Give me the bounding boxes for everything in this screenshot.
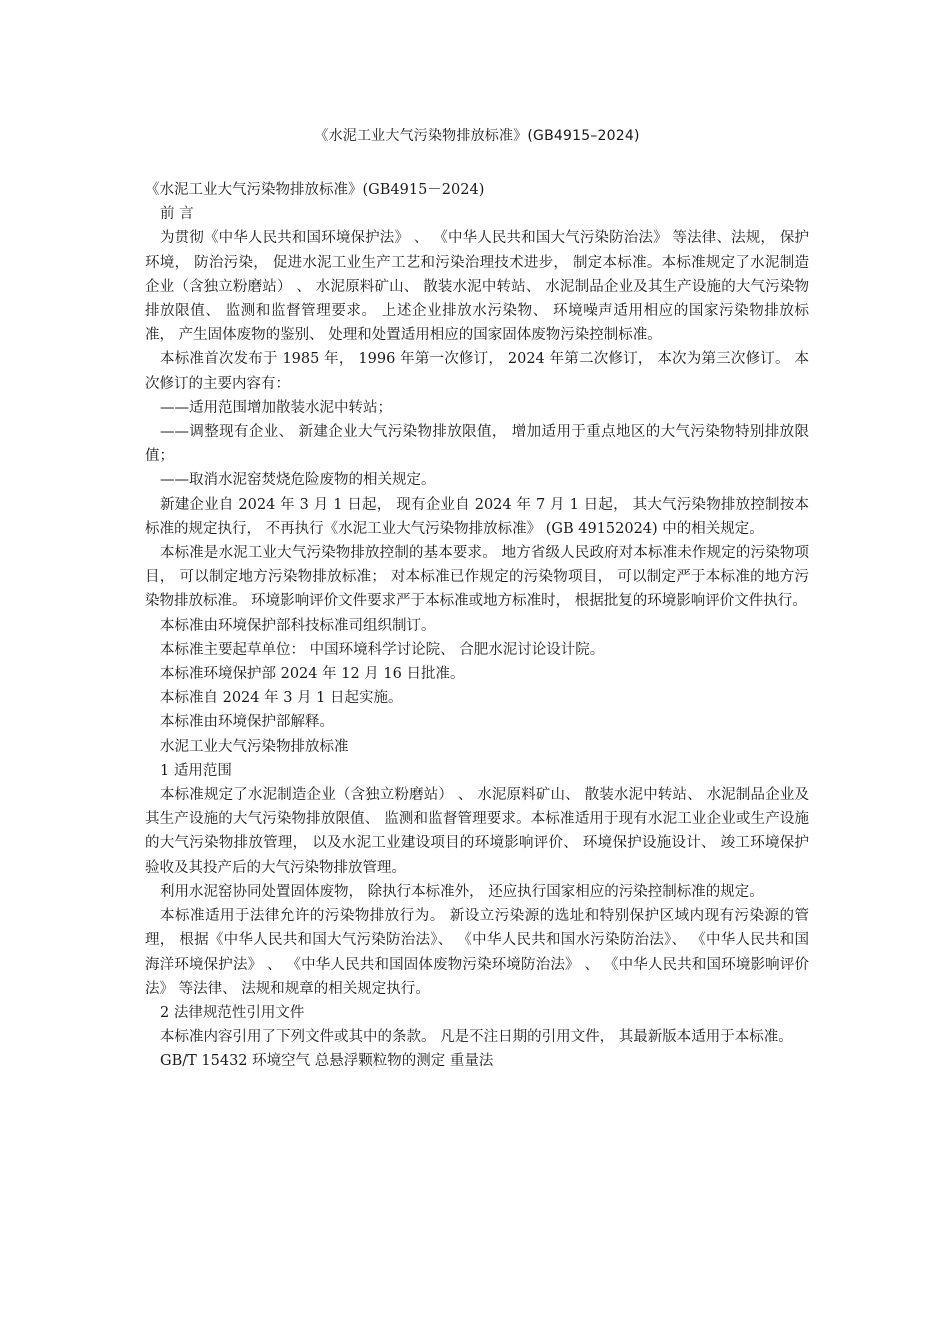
paragraph: 本标准主要起草单位： 中国环境科学讨论院、 合肥水泥讨论设计院。 xyxy=(160,641,605,658)
section-heading: 1 适用范围 xyxy=(160,762,232,779)
paragraph: 本标准环境保护部 2024 年 12 月 16 日批准。 xyxy=(160,666,465,683)
preface-heading: 前 言 xyxy=(160,206,194,223)
paragraph: 本标准自 2024 年 3 月 1 日起实施。 xyxy=(160,690,403,707)
reference-item: GB/T 15432 环境空气 总悬浮颗粒物的测定 重量法 xyxy=(160,1053,494,1070)
paragraph: 新建企业自 2024 年 3 月 1 日起， 现有企业自 2024 年 7 月 1 日起， 其大气污染物排放控制按本标准的规定执行， 不再执行《水泥工业大气污染物排放标准》 (GB 49152024) 中的相关规定。 xyxy=(145,496,809,537)
paragraph: 本标准内容引用了下列文件或其中的条款。 凡是不注日期的引用文件， 其最新版本适用于本标准。 xyxy=(160,1029,793,1046)
document-title: 《水泥工业大气污染物排放标准》(GB4915–2024) xyxy=(314,128,640,144)
paragraph: 本标准适用于法律允许的污染物排放行为。 新设立污染源的选址和特别保护区域内现有污染源的管理， 根据《中华人民共和国大气污染防治法》、 《中华人民共和国水污染防治法》、 《中华人民共和国海洋环境保护法》 、 《中华人民共和国固体废物污染环境防治法》 、 《中华人民共和国环境影响评价法》 等法律、 法规和规章的相关规定执行。 xyxy=(145,908,809,997)
list-item: ——适用范围增加散装水泥中转站； xyxy=(160,399,392,416)
list-item: ——取消水泥窑焚烧危险废物的相关规定。 xyxy=(160,472,436,489)
paragraph: 本标准规定了水泥制造企业（含独立粉磨站） 、 水泥原料矿山、 散装水泥中转站、 水泥制品企业及其生产设施的大气污染物排放限值、 监测和监督管理要求。本标准适用于现有水泥工业企业或生产设施的大气污染物排放管理， 以及水泥工业建设项目的环境影响评价、 环境保护设施设计、 竣工环境保护验收及其投产后的大气污染物排放管理。 xyxy=(145,787,809,876)
document-heading-line: 《水泥工业大气污染物排放标准》(GB4915－2024) xyxy=(145,182,485,198)
section-heading: 2 法律规范性引用文件 xyxy=(160,1004,305,1021)
document-body xyxy=(145,178,809,1074)
standard-title: 水泥工业大气污染物排放标准 xyxy=(160,738,349,755)
paragraph: 本标准由环境保护部解释。 xyxy=(160,714,334,731)
paragraph: 本标准是水泥工业大气污染物排放控制的基本要求。 地方省级人民政府对本标准未作规定的污染物项目， 可以制定地方污染物排放标准； 对本标准已作规定的污染物项目， 可以制定严于本标准的地方污染物排放标准。 环境影响评价文件要求严于本标准或地方标准时， 根据批复的环境影响评价文件执行。 xyxy=(145,545,809,610)
paragraph: 本标准由环境保护部科技标准司组织制订。 xyxy=(160,617,436,634)
paragraph: 本标准首次发布于 1985 年， 1996 年第一次修订， 2024 年第二次修订， 本次为第三次修订。 本次修订的主要内容有： xyxy=(145,351,809,392)
paragraph: 为贯彻《中华人民共和国环境保护法》 、 《中华人民共和国大气污染防治法》 等法律、法规， 保护环境， 防治污染， 促进水泥工业生产工艺和污染治理技术进步， 制定本标准。本标准规定了水泥制造企业（含独立粉磨站） 、 水泥原料矿山、 散装水泥中转站、 水泥制品企业及其生产设施的大气污染物排放限值、 监测和监督管理要求。 上述企业排放水污染物、 环境噪声适用相应的国家污染物排放标准， 产生固体废物的鉴别、 处理和处置适用相应的国家固体废物污染控制标准。 xyxy=(145,230,809,344)
list-item: ——调整现有企业、 新建企业大气污染物排放限值， 增加适用于重点地区的大气污染物特别排放限值； xyxy=(145,424,809,465)
paragraph: 利用水泥窑协同处置固体废物， 除执行本标准外， 还应执行国家相应的污染控制标准的规定。 xyxy=(160,883,764,900)
